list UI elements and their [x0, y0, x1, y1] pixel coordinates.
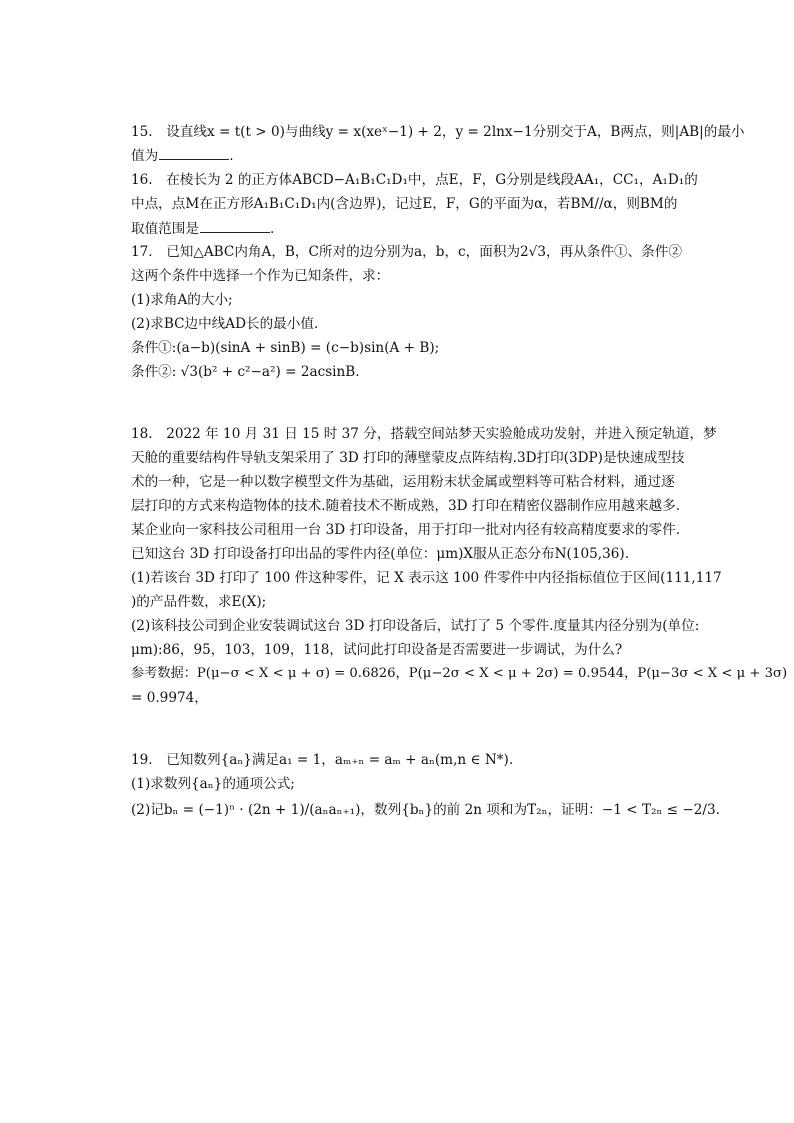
q16-line-3: 取值范围是 . [131, 221, 275, 237]
q18-line-11: 参考数据：P(μ−σ < X < μ + σ) = 0.6826，P(μ−2σ < X < μ + 2σ) = 0.9544，P(μ−3σ < X < μ + 3σ) [131, 666, 788, 681]
q16-line-3-text: 取值范围是 [131, 221, 199, 237]
q18-line-9: (2)该科技公司到企业安装调试这台 3D 打印设备后，试打了 5 个零件.度量其内径分别为(单位: [131, 618, 700, 634]
q18-line-6: 已知这台 3D 打印设备打印出品的零件内径(单位：μm)X服从正态分布N(105,36). [131, 546, 630, 562]
q18-line-8: )的产品件数，求E(X); [131, 594, 267, 610]
q15-line-2: 值为 . [131, 148, 234, 164]
q18-line-5: 某企业向一家科技公司租用一台 3D 打印设备，用于打印一批对内径有较高精度要求的零件. [131, 522, 681, 538]
q18-line-4: 层打印的方式来构造物体的技术.随着技术不断成熟，3D 打印在精密仪器制作应用越来越多. [131, 498, 681, 514]
q17-line-2: 这两个条件中选择一个作为已知条件，求： [131, 268, 390, 284]
q15-line-2-text: 值为 [131, 148, 159, 164]
q18-line-10: μm):86，95，103，109，118，试问此打印设备是否需要进一步调试，为什么? [131, 642, 623, 658]
q18-line-3: 术的一种，它是一种以数字模型文件为基础，运用粉末状金属或塑料等可粘合材料，通过逐 [131, 474, 675, 490]
q17-line-1: 17. 已知△ABC内角A，B，C所对的边分别为a，b，c，面积为2√3，再从条件①、条件② [131, 244, 682, 260]
q15-line-1: 15. 设直线x = t(t > 0)与曲线y = x(xeˣ−1) + 2，y = 2lnx−1分别交于A，B两点，则|AB|的最小 [131, 124, 745, 140]
q17-line-5: 条件①:(a−b)(sinA + sinB) = (c−b)sin(A + B); [131, 340, 440, 356]
answer-blank-15 [159, 147, 229, 160]
q16-line-1: 16. 在棱长为 2 的正方体ABCD−A₁B₁C₁D₁中，点E，F，G分别是线段AA₁，CC₁，A₁D₁的 [131, 172, 698, 188]
q18-line-2: 天舱的重要结构件导轨支架采用了 3D 打印的薄壁蒙皮点阵结构.3D打印(3DP)是快速成型技 [131, 450, 685, 466]
q17-line-3: (1)求角A的大小; [131, 292, 233, 308]
q17-line-4: (2)求BC边中线AD长的最小值. [131, 316, 319, 332]
q19-line-2: (1)求数列{aₙ}的通项公式; [131, 776, 295, 792]
q19-line-3: (2)记bₙ = (−1)ⁿ · (2n + 1)/(aₙaₙ₊₁)，数列{bₙ}的前 2n 项和为T₂ₙ，证明：−1 < T₂ₙ ≤ −2/3. [131, 802, 720, 818]
answer-blank-16 [200, 220, 270, 233]
q18-line-12: = 0.9974， [131, 690, 208, 706]
q16-line-2: 中点，点M在正方形A₁B₁C₁D₁内(含边界)，记过E，F，G的平面为α，若BM//α，则BM的 [131, 196, 678, 212]
q18-line-1: 18. 2022 年 10 月 31 日 15 时 37 分，搭载空间站梦天实验舱成功发射，并进入预定轨道，梦 [131, 426, 717, 442]
q19-line-1: 19. 已知数列{aₙ}满足a₁ = 1，aₘ₊ₙ = aₘ + aₙ(m,n ∈ N*). [131, 752, 514, 768]
q17-line-6: 条件②: √3(b² + c²−a²) = 2acsinB. [131, 364, 360, 380]
q18-line-7: (1)若该台 3D 打印了 100 件这种零件，记 X 表示这 100 件零件中内径指标值位于区间(111,117 [131, 570, 722, 586]
